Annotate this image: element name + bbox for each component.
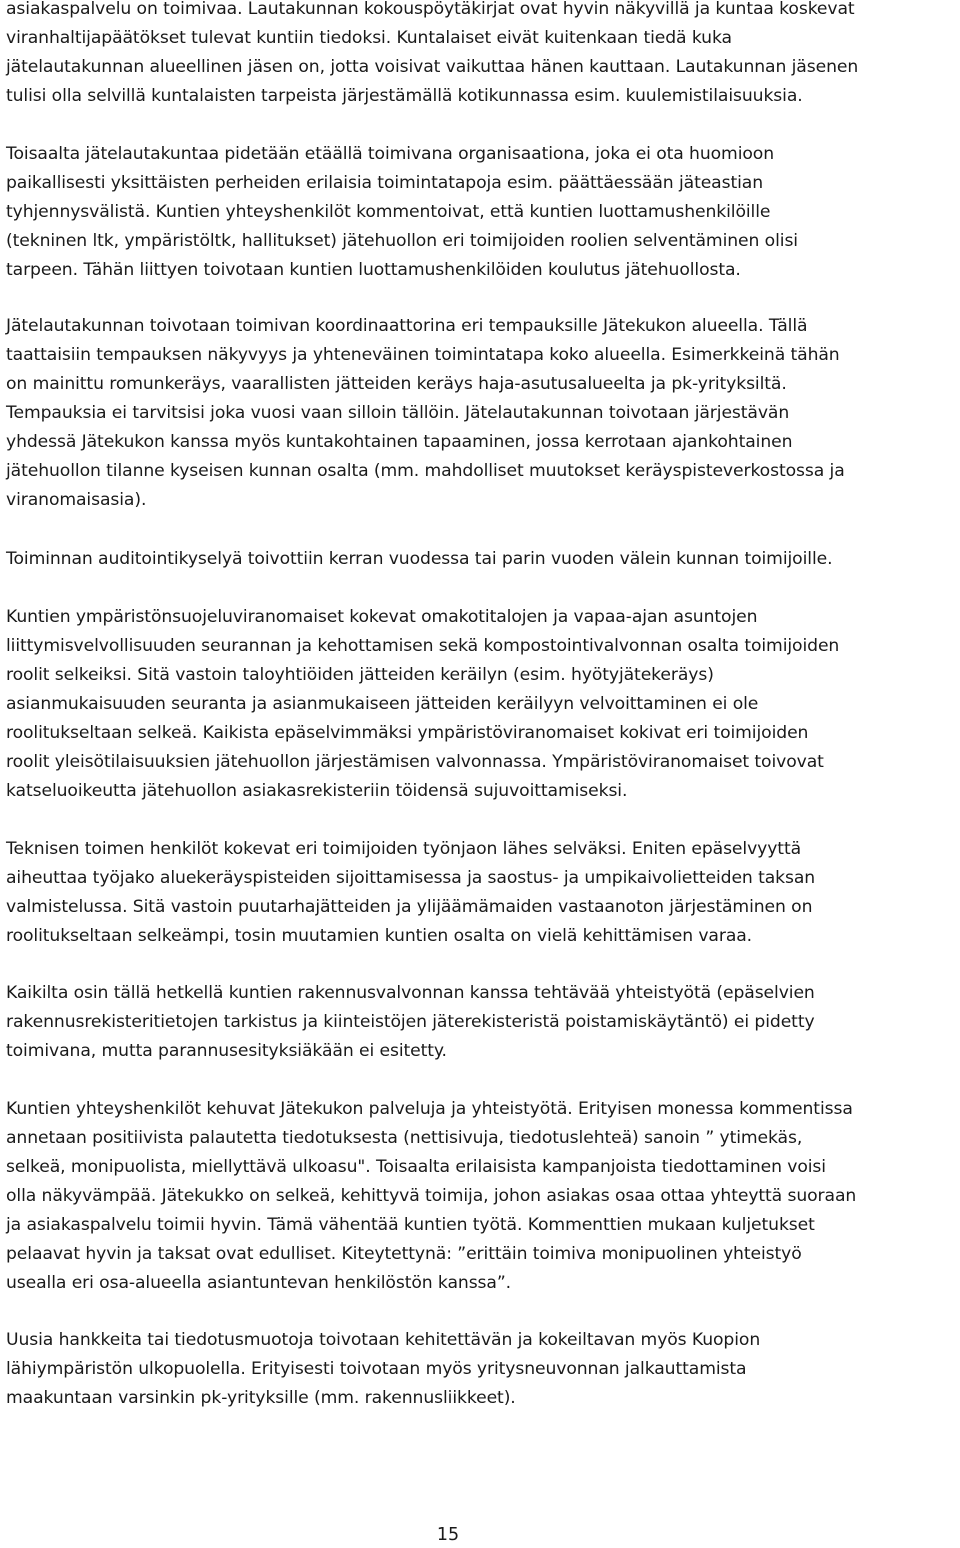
text-line: Kuntien ympäristönsuojeluviranomaiset kokevat omakotitalojen ja vapaa-ajan asuntojen [6,607,758,627]
text-line: viranomaisasia). [6,490,147,510]
text-line: rakennusrekisteritietojen tarkistus ja kiinteistöjen jäterekisteristä poistamiskäytäntö) ei pidetty [6,1012,815,1032]
text-line: roolit selkeiksi. Sitä vastoin taloyhtiöiden jätteiden keräilyn (esim. hyötyjätekeräys) [6,665,714,685]
text-line: ja asiakaspalvelu toimii hyvin. Tämä vähentää kuntien työtä. Kommenttien mukaan kuljetukset [6,1215,815,1235]
paragraph-technical-staff [6,835,815,951]
text-line: maakuntaan varsinkin pk-yrityksille (mm. rakennusliikkeet). [6,1388,516,1408]
paragraph-building-control [6,979,815,1066]
text-line: Uusia hankkeita tai tiedotusmuotoja toivotaan kehitettävän ja kokeiltavan myös Kuopion [6,1330,761,1350]
text-line: selkeä, monipuolista, miellyttävä ulkoasu". Toisaalta erilaisista kampanjoista tiedottaminen voisi [6,1157,826,1177]
text-line: olla näkyvämpää. Jätekukko on selkeä, kehittyvä toimija, johon asiakas osaa ottaa yhteyttä suoraan [6,1186,857,1206]
text-line: on mainittu romunkeräys, vaarallisten jätteiden keräys haja-asutusalueelta ja pk-yrityksiltä. [6,374,787,394]
text-line: Jätelautakunnan toivotaan toimivan koordinaattorina eri tempauksille Jätekukon alueella. Tällä [6,316,808,336]
text-line: viranhaltijapäätökset tulevat kuntiin tiedoksi. Kuntalaiset eivät kuitenkaan tiedä kuka [6,28,732,48]
paragraph-coordinator [6,312,845,515]
paragraph-audit-survey [6,545,832,574]
text-line: Toiminnan auditointikyselyä toivottiin kerran vuodessa tai parin vuoden välein kunnan toimijoille. [6,549,833,569]
text-line: roolit yleisötilaisuuksien jätehuollon järjestämisen valvonnassa. Ympäristöviranomaiset toivovat [6,752,824,772]
text-line: Tempauksia ei tarvitsisi joka vuosi vaan silloin tällöin. Jätelautakunnan toivotaan järjestävän [6,403,790,423]
text-line: asianmukaisuuden seuranta ja asianmukaiseen jätteiden keräilyyn velvoittaminen ei ole [6,694,759,714]
text-line: roolitukseltaan selkeä. Kaikista epäselvimmäksi ympäristöviranomaiset kokivat eri toimijoiden [6,723,809,743]
text-line: (tekninen ltk, ympäristöltk, hallitukset) jätehuollon eri toimijoiden roolien selventäminen olisi [6,231,798,251]
text-line: Kuntien yhteyshenkilöt kehuvat Jätekukon palveluja ja yhteistyötä. Erityisen monessa kommentissa [6,1099,853,1119]
text-line: tulisi olla selvillä kuntalaisten tarpeista järjestämällä kotikunnassa esim. kuulemistilaisuuksia. [6,86,803,106]
text-line: roolitukseltaan selkeämpi, tosin muutamien kuntien osalta on vielä kehittämisen varaa. [6,926,753,946]
text-line: jätelautakunnan alueellinen jäsen on, jotta voisivat vaikuttaa hänen kauttaan. Lautakunnan jäsenen [6,57,859,77]
text-line: liittymisvelvollisuuden seurannan ja kehottamisen sekä kompostointivalvonnan osalta toimijoiden [6,636,840,656]
text-line: taattaisiin tempauksen näkyvyys ja yhteneväinen toimintatapa koko alueella. Esimerkkeinä tähän [6,345,840,365]
text-line: katseluoikeutta jätehuollon asiakasrekisteriin töidensä sujuvoittamiseksi. [6,781,628,801]
text-line: Toisaalta jätelautakuntaa pidetään etäällä toimivana organisaationa, joka ei ota huomioon [6,144,775,164]
text-line: Kaikilta osin tällä hetkellä kuntien rakennusvalvonnan kanssa tehtävää yhteistyötä (epäselvien [6,983,815,1003]
text-line: aiheuttaa työjako aluekeräyspisteiden sijoittamisessa ja saostus- ja umpikaivolietteiden taksan [6,868,816,888]
text-line: toimivana, mutta parannusesityksiäkään ei esitetty. [6,1041,447,1061]
text-line: tyhjennysvälistä. Kuntien yhteyshenkilöt kommentoivat, että kuntien luottamushenkilöille [6,202,771,222]
paragraph-customer-service [6,0,858,111]
paragraph-feedback [6,1095,856,1298]
paragraph-new-projects [6,1326,760,1413]
paragraph-environmental-authorities [6,603,839,806]
text-line: paikallisesti yksittäisten perheiden erilaisia toimintatapoja esim. päättäessään jäteastian [6,173,764,193]
text-line: valmistelussa. Sitä vastoin puutarhajätteiden ja ylijäämämaiden vastaanoton järjestäminen on [6,897,813,917]
text-line: pelaavat hyvin ja taksat ovat edulliset. Kiteytettynä: ”erittäin toimiva monipuolinen yhteistyö [6,1244,802,1264]
text-line: jätehuollon tilanne kyseisen kunnan osalta (mm. mahdolliset muutokset keräyspisteverkostossa ja [6,461,845,481]
text-line: asiakaspalvelu on toimivaa. Lautakunnan kokouspöytäkirjat ovat hyvin näkyvillä ja kuntaa koskevat [6,0,855,19]
text-line: yhdessä Jätekukon kanssa myös kuntakohtainen tapaaminen, jossa kerrotaan ajankohtainen [6,432,793,452]
page-number: 15 [436,1525,460,1545]
text-line: Teknisen toimen henkilöt kokevat eri toimijoiden työnjaon lähes selväksi. Eniten epäselvyyttä [6,839,802,859]
text-line: lähiympäristön ulkopuolella. Erityisesti toivotaan myös yritysneuvonnan jalkauttamista [6,1359,747,1379]
text-line: tarpeen. Tähän liittyen toivotaan kuntien luottamushenkilöiden koulutus jätehuollosta. [6,260,741,280]
text-line: usealla eri osa-alueella asiantuntevan henkilöstön kanssa”. [6,1273,512,1293]
text-line: annetaan positiivista palautetta tiedotuksesta (nettisivuja, tiedotuslehteä) sanoin ” ytimekäs, [6,1128,803,1148]
paragraph-distant-organisation [6,140,798,285]
